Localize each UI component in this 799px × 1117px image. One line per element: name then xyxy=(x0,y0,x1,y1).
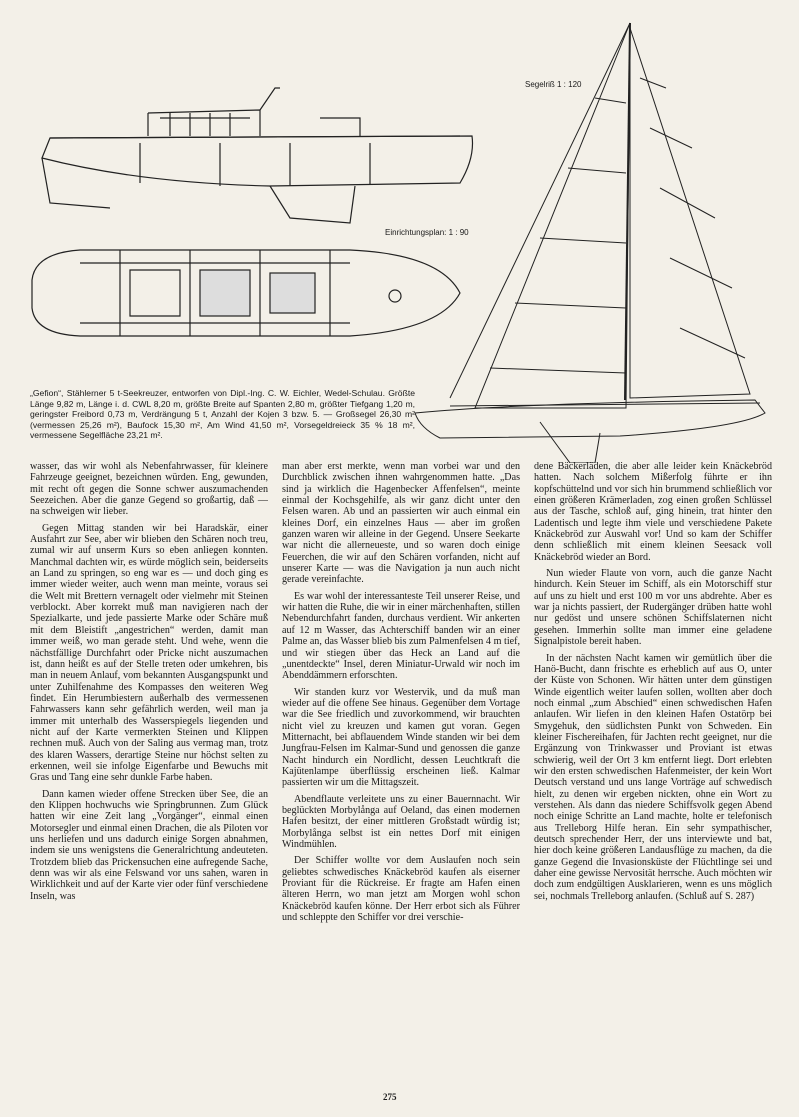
side-profile-drawing xyxy=(42,88,473,223)
page-number: 275 xyxy=(383,1092,397,1102)
paragraph: Nun wieder Flaute von vorn, auch die ganze Nacht hindurch. Kein Steuer im Schiff, als ein Motorschiff stur auf uns zu hielt und erst 100 m vor uns abdrehte. Aber es war ja nichts passiert, der Rudergänger drüben hatte wohl nur gedöst und unsere schönen Schiffslaternen nicht gesehen. Immerhin sollte man immer eine geladene Signalpistole bereit haben. xyxy=(534,568,772,648)
paragraph: Der Schiffer wollte vor dem Auslaufen noch sein geliebtes schwedisches Knäckebröd kaufen als eiserner Proviant für die Rückreise. Er fragte am Hafen einen älteren Herrn, wo man jetzt am Morgen wohl schon Knäckebröd kaufen könne. Der Herr erbot sich als Führer und schleppte den Schiffer vor drei verschie- xyxy=(282,855,520,924)
paragraph: Dann kamen wieder offene Strecken über See, die an den Klippen hochwuchs wie Springbrunnen. Zum Glück hatten wir eine Zeit lang „Vorgänger“, einmal einen Motorsegler und einmal einen Drachen, die als Piloten vor uns herliefen und uns dadurch einige Sorgen abnahmen, indem sie uns wenigstens die Generalrichtung andeuteten. Trotzdem blieb das Prickensuchen eine aufregende Sache, denn was wir als eine Felswand vor uns sahen, waren in Wirklichkeit und auf der Karte vier oder fünf verschiedene Inseln, was xyxy=(30,788,268,902)
deck-plan-drawing xyxy=(32,250,460,336)
column-3 xyxy=(534,461,772,1085)
paragraph: man aber erst merkte, wenn man vorbei war und den Durchblick zwischen ihnen wahrgenommen hatte. „Das sind ja wirklich die Hagenbecker Affenfelsen“, meinte einmal der Kochsgehilfe, als wir ganz dicht unter den Felsen waren. Ab und an passierten wir auch einmal ein kleines Dorf, ein einzelnes Haus — aber im großen ganzen waren wir alleine in der Gegend. Unsere Seekarte war nicht die allerneueste, und so waren doch einige Feuerchen, die wir auf den Schären vorfanden, nicht auf unserer Karte — was die Navigation ja nun auch nicht gerade vereinfachte. xyxy=(282,461,520,586)
sail-plan-drawing xyxy=(415,23,765,463)
column-1 xyxy=(30,461,268,1085)
paragraph: Abendflaute verleitete uns zu einer Bauernnacht. Wir beglückten Morbylånga auf Oeland, das einen modernen Hafen besitzt, der einer mittleren Großstadt würdig ist; Morbylånga selbst ist ein nettes Dorf mit einigen Windmühlen. xyxy=(282,793,520,850)
article-columns xyxy=(30,461,772,1085)
paragraph: In der nächsten Nacht kamen wir gemütlich über die Hanö-Bucht, dann frischte es erheblich auf aus O, unter der Küste von Schonen. Wir hätten unter dem günstigen Winde eigentlich weiter laufen sollen, wollten aber doch noch einmal „zum Abschied“ einen schwedischen Hafen anlaufen. Wir liefen in den kleinen Hafen Ostatörp bei Smygehuk, den südlichsten Punkt von Schweden. Ein kleiner Fischereihafen, für Jachten recht geeignet, nur die Ergänzung von Trinkwasser und Proviant ist etwas schwierig, weil der Ort 3 km entfernt liegt. Dort erlebten wir den ersten schwedischen Hafenmeister, der kein Wort Deutsch verstand und uns lange Vorträge auf schwedisch hielt, zu denen wir ergeben nickten, ohne ein Wort zu verstehen. Als dann das niedere Schiffsvolk gegen Abend noch einige Schritte an Land machte, holte er telefonisch aus Trelleborg Hilfe heran. Ein sehr sympathischer, deutsch sprechender Herr, der uns interviewte und bat, hier doch keine größeren Landausflüge zu machen, da die ganze Gegend die Invasionsküste der Flüchtlinge sei und daher eine gewisse Nervosität herrsche. Auch möchten wir doch zum endgültigen Ausklarieren, wenn es uns möglich sei, nochmals Trelleborg anlaufen. (Schluß auf S. 287) xyxy=(534,652,772,902)
paragraph: wasser, das wir wohl als Nebenfahrwasser, für kleinere Fahrzeuge geeignet, bezeichnen würden. Eng, gewunden, mit recht oft gegen die Sonne schwer auszumachenden Seezeichen. Aber die ganze Gegend so großartig, daß — na schweigen wir lieber. xyxy=(30,461,268,518)
paragraph: Gegen Mittag standen wir bei Haradskär, einer Ausfahrt zur See, aber wir blieben den Schären noch treu, zumal wir auf unserm Kurs so eben anliegen konnten. Manchmal dachten wir, es würde möglich sein, beiderseits an Land zu springen, so eng war es — und doch ging es immer wieder weiter, auch wenn man meinte, voraus sei die Welt mit Brettern vernagelt oder vielmehr mit Steinen verblockt. Aber korrekt muß man navigieren nach der Spezialkarte, und jede passierte Marke oder Schäre muß mit dem Bleistift „angestrichen“ werden, damit man immer weiß, wo man gerade steht. Und wehe, wenn die nächstfällige Durchfahrt oder Pricke nicht auszumachen ist, dann heißt es auf der Stelle treten oder umkehren, bis man in neuem Anlauf, vom bekannten Ausgangspunkt und unter Zuhilfenahme des Kompasses den weiteren Weg findet. Ein Herumbiestern außerhalb des vermessenen Fahrwassers kann sehr gefährlich werden, weil man ja immer mit unterhalb des Wasserspiegels liegenden und nicht auf der Karte vermerkten Steinen und Klippen rechnen muß. Auch von der Saling aus vermag man, trotz des klaren Wassers, derartige Steine nur höchst selten zu erkennen, weil sie infolge Eigenfarbe und Bewuchs mit Gras und Tang eine sehr dunkle Farbe haben. xyxy=(30,522,268,784)
paragraph: dene Bäckerläden, die aber alle leider kein Knäckebröd hatten. Nach solchem Mißerfolg führte er ihn kopfschüttelnd und vor sich hin brummend schließlich vor einen größeren Krämerladen, zog einen großen Schlüssel aus der Tasche, schloß auf, ging hinein, trat hinter den Ladentisch und legte ihm viele und verschiedene Pakete Knäckebröd zur Auswahl vor! Und so kam der Schiffer denn schließlich mit einem kleinen Seesack voll Knäckebröd wieder an Bord. xyxy=(534,461,772,563)
sail-plan-label: Segelriß 1 : 120 xyxy=(525,80,582,89)
figure-caption: „Gefion“, Stählerner 5 t-Seekreuzer, entworfen von Dipl.-Ing. C. W. Eichler, Wedel-Schulau. Größte Länge 9,82 m, Länge i. d. CWL 8,20 m, größte Breite auf Spanten 2,80 m, größter Tiefgang 1,20 m, geringster Freibord 0,73 m, Verdrängung 5 t, Anzahl der Kojen 3 bzw. 5. — Großsegel 26,30 m² (vermessen 25,26 m²), Baufock 15,30 m², Am Wind 41,50 m², Vorsegeldreieck 35 % 18 m², vermessene Segelfläche 23,21 m². xyxy=(30,388,415,441)
paragraph: Wir standen kurz vor Westervik, und da muß man wieder auf die offene See hinaus. Gegenüber dem Vortage war die See friedlich und zuvorkommend, wir brauchten nicht viel zu kreuzen und kamen gut voran. Gegen Mitternacht, bei abflauendem Winde standen wir bei dem Jungfrau-Felsen im Kalmar-Sund und genossen die ganze Nacht hindurch ein Nordlicht, dessen Leuchtkraft die Kajütenlampe überflüssig erscheinen ließ. Kalmar passierten wir um die Mittagszeit. xyxy=(282,686,520,789)
deck-plan-label: Einrichtungsplan: 1 : 90 xyxy=(385,228,469,237)
column-2 xyxy=(282,461,520,1085)
paragraph: Es war wohl der interessanteste Teil unserer Reise, und wir hatten die Ruhe, die wir in einer märchenhaften, stillen Nebendurchfahrt fanden, durchaus verdient. Wir ankerten auf 12 m Wasser, das Achterschiff banden wir an einer Palme an, das Wasser blieb bis zum Palmenfelsen 4 m tief, und wir stiegen über das Heck an Land auf die „unentdeckte“ Insel, deren Miniatur-Urwald wir noch im Abenddämmern erforschten. xyxy=(282,590,520,682)
